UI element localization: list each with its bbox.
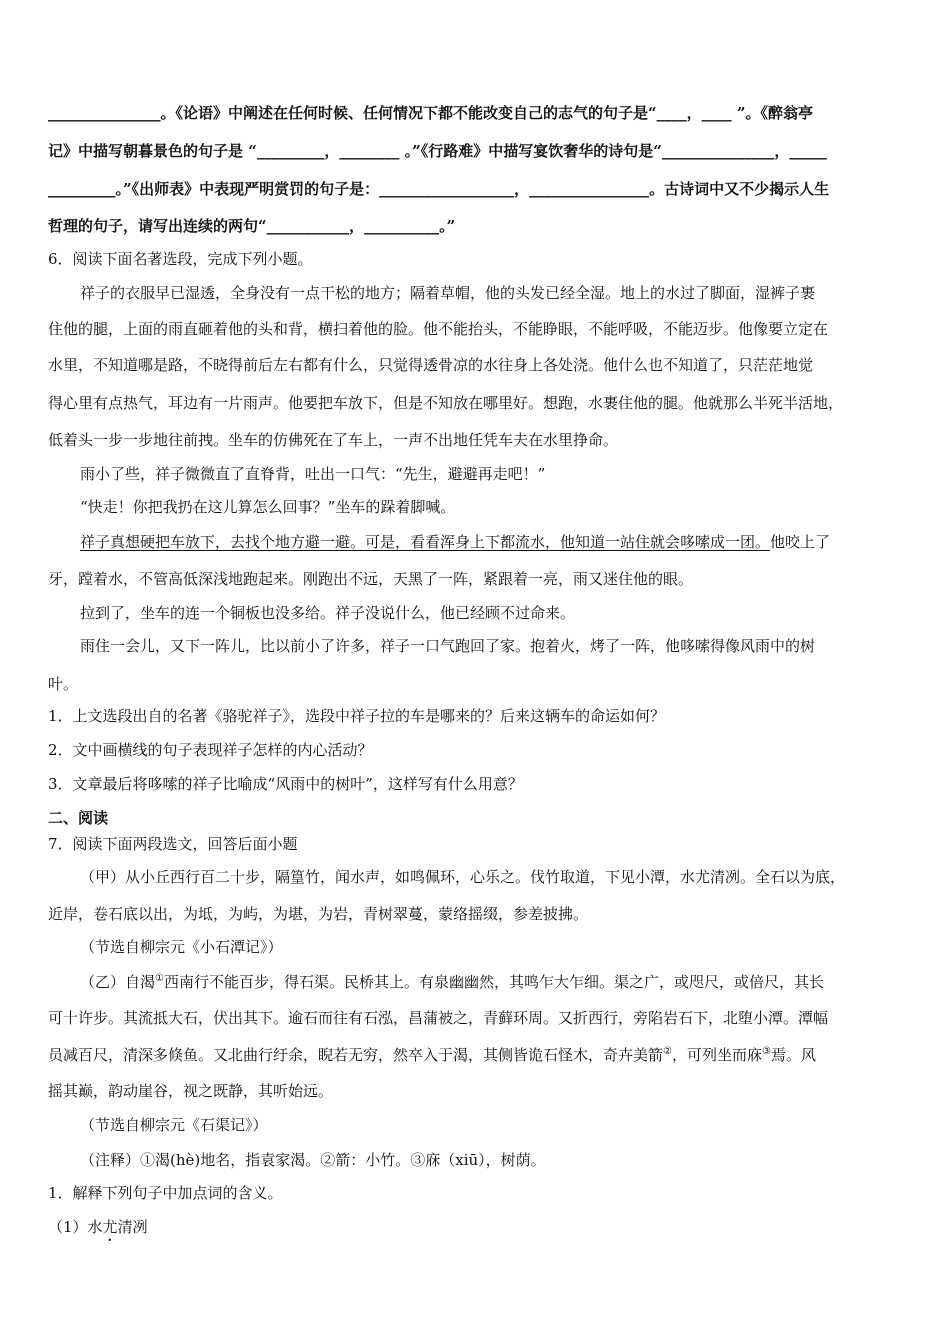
q7-notes: （注释）①渴(hè)地名，指袁家渴。②箭：小竹。③庥（xiū），树荫。 (80, 1151, 546, 1169)
q6-passage-line: 牙，蹚着水，不管高低深浅地跑起来。刚跑出不远，天黑了一阵，紧跟着一亮，雨又迷住他的眼。 (48, 570, 694, 588)
q6-heading: 6．阅读下面名著选段，完成下列小题。 (48, 250, 313, 268)
q7-sub-item: （1）水尤清冽 (48, 1218, 148, 1236)
footnote-marker: ③ (762, 1046, 771, 1057)
q5-line-4: 哲理的句子，请写出连续的两句“___________，__________。” (48, 217, 456, 235)
q7-yi-line: 可十许步。其流抵大石，伏出其下。逾石而往有石泓，昌蒲被之，青藓环周。又折西行，旁陷岩石下，北堕小潭。潭幅 (48, 1009, 829, 1027)
q7-yi-line: 员减百尺，清深多倏鱼。又北曲行纡余，睨若无穷，然卒入于渴，其侧皆诡石怪木，奇卉美箭②，可列坐而庥③焉。风 (48, 1046, 816, 1064)
q5-line-2: 记》中描写朝暮景色的句子是 “_________，________ 。”《行路难》中描写宴饮奢华的诗句是“_______________，_____ (48, 142, 827, 160)
q6-passage-line: 水里，不知道哪是路，不晓得前后左右都有什么，只觉得透骨凉的水往身上各处浇。他什么也不知道了，只茫茫地觉 (48, 356, 814, 374)
q6-passage-line: 低着头一步一步地往前拽。坐车的仿佛死在了车上，一声不出地任凭车夫在水里挣命。 (48, 431, 619, 449)
q7-yi-line: 摇其巅，韵动崖谷，视之既静，其听始远。 (48, 1082, 334, 1100)
q7-yi-source: （节选自柳宗元《石渠记》） (80, 1116, 268, 1134)
q7-subquestion: 1．解释下列句子中加点词的含义。 (48, 1184, 283, 1202)
q6-passage-line: “快走！你把我扔在这儿算怎么回事？”坐车的跺着脚喊。 (80, 498, 456, 516)
q6-passage-line: 拉到了，坐车的连一个铜板也没多给。祥子没说什么，他已经顾不过命来。 (80, 604, 576, 622)
q6-question: 2．文中画横线的句子表现祥子怎样的内心活动？ (48, 741, 373, 759)
q7-jia-source: （节选自柳宗元《小石潭记》） (80, 938, 283, 956)
q6-passage-line: 雨住一会儿，又下一阵儿，比以前小了许多，祥子一口气跑回了家。抱着火，烤了一阵，他哆嗦得像风雨中的树 (80, 637, 816, 655)
footnote-marker: ① (155, 973, 164, 984)
q5-line-1: _______________。《论语》中阐述在任何时候、任何情况下都不能改变自己的志气的句子是“____，____ ”。《醉翁亭 (48, 104, 813, 122)
q5-line-3: _________。”《出师表》中表现严明赏罚的句子是：__________________，________________。古诗词中又不少揭示人生 (48, 180, 830, 198)
q7-yi-line: （乙）自渴①西南行不能百步，得石渠。民桥其上。有泉幽幽然，其鸣乍大乍细。渠之广，或咫尺，或倍尺，其长 (80, 973, 824, 991)
underlined-sentence: 祥子真想硬把车放下，去找个地方避一避。可是，看看浑身上下都流水，他知道一站住就会哆嗦成一团。 (80, 533, 771, 551)
q6-passage-line: 祥子的衣服早已湿透，全身没有一点干松的地方；隔着草帽，他的头发已经全湿。地上的水过了脚面，湿裤子裹 (80, 284, 816, 302)
q7-heading: 7．阅读下面两段选文，回答后面小题 (48, 835, 298, 853)
q6-passage-line: 叶。 (48, 675, 79, 693)
footnote-marker: ② (663, 1046, 672, 1057)
dotted-word: 尤 (102, 1218, 118, 1236)
q7-jia-line: （甲）从小丘西行百二十步，隔篁竹，闻水声，如鸣佩环，心乐之。伐竹取道，下见小潭，水尤清冽。全石以为底， (80, 868, 846, 886)
q6-passage-line: 雨小了些，祥子微微直了直脊背，吐出一口气：“先生，避避再走吧！” (80, 465, 546, 483)
q6-underlined-paragraph (80, 532, 830, 552)
section-title: 二、阅读 (48, 809, 109, 827)
sentence-tail: 他咬上了 (770, 533, 831, 551)
q6-question: 1．上文选段出自的名著《骆驼祥子》，选段中祥子拉的车是哪来的？后来这辆车的命运如何？ (48, 707, 666, 725)
q7-jia-line: 近岸，卷石底以出，为坻，为屿，为堪，为岩，青树翠蔓，蒙络摇缀，参差披拂。 (48, 905, 589, 923)
q6-question: 3．文章最后将哆嗦的祥子比喻成“风雨中的树叶”，这样写有什么用意？ (48, 775, 523, 793)
q6-passage-line: 得心里有点热气，耳边有一片雨声。他要把车放下，但是不知放在哪里好。想跑，水裹住他的腿。他就那么半死半活地， (48, 394, 844, 412)
q6-passage-line: 住他的腿，上面的雨直砸着他的头和背，横扫着他的脸。他不能抬头，不能睁眼，不能呼吸，不能迈步。他像要立定在 (48, 320, 829, 338)
